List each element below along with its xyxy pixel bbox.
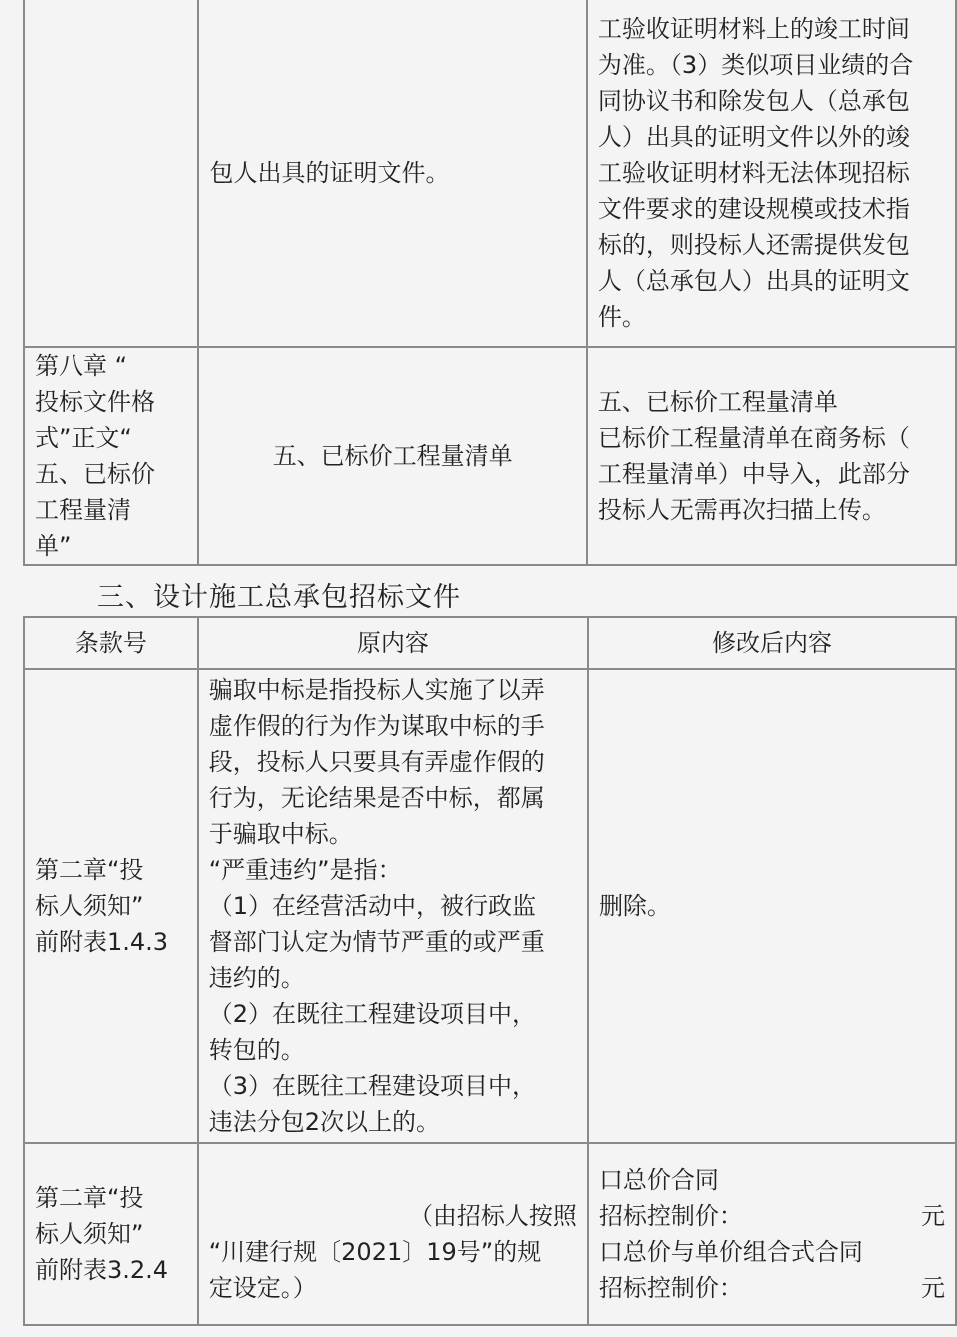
original-line: 定设定。）: [208, 1274, 317, 1302]
original-content-cell: [198, 1143, 588, 1325]
original-line: （3）在既往工程建设项目中，: [208, 1072, 536, 1100]
original-line: 违法分包2次以上的。: [208, 1108, 440, 1136]
price-unit: 元: [921, 1202, 945, 1230]
original-line: 于骗取中标。: [208, 820, 353, 848]
modified-text: 删除。: [598, 892, 671, 920]
original-line: （1）在经营活动中，被行政监: [208, 892, 536, 920]
modified-line: 件。: [597, 303, 646, 331]
modified-line: 标的，则投标人还需提供发包: [597, 231, 910, 259]
original-line: 骗取中标是指投标人实施了以弄: [208, 676, 545, 704]
modified-content-cell: [587, 347, 956, 565]
clause-line: 前附表3.2.4: [35, 1256, 169, 1284]
section-heading: 三、设计施工总承包招标文件: [97, 582, 461, 613]
table-row: [24, 347, 956, 565]
clause-line: 工程量清: [35, 496, 131, 524]
table-row: [24, 1143, 956, 1325]
modified-line: 人（总承包人）出具的证明文: [597, 267, 910, 295]
modified-line: 为准。（3）类似项目业绩的合: [597, 51, 914, 79]
clause-line: 标人须知”: [35, 892, 144, 920]
clause-line: 第二章“投: [35, 1184, 144, 1212]
clause-line: 前附表1.4.3: [35, 928, 169, 956]
original-line: 虚作假的行为作为谋取中标的手: [208, 712, 545, 740]
original-line: “川建行规〔2021〕19号”的规: [208, 1238, 542, 1266]
price-label: 招标控制价：: [598, 1274, 743, 1302]
price-row-2: [599, 1270, 945, 1306]
original-content-cell: [198, 669, 588, 1143]
contract-option-2: 口总价与单价组合式合同: [598, 1238, 863, 1266]
clause-line: 单”: [35, 532, 72, 560]
clause-cell: [24, 669, 198, 1143]
table-header-row: [24, 617, 956, 669]
table-row: [24, 0, 956, 347]
clause-line: 投标文件格: [35, 388, 155, 416]
header-modified: 修改后内容: [588, 617, 956, 669]
clause-line: 第二章“投: [35, 856, 144, 884]
modified-line: 已标价工程量清单在商务标（: [597, 424, 910, 452]
amendment-table: [23, 616, 957, 1326]
header-original: 原内容: [198, 617, 588, 669]
modified-line: 工程量清单）中导入，此部分: [597, 460, 910, 488]
modified-line: 五、已标价工程量清单: [597, 388, 838, 416]
original-text: 五、已标价工程量清单: [272, 442, 513, 470]
table-row: [24, 669, 956, 1143]
table-continued: [23, 0, 957, 566]
clause-cell: [24, 1143, 198, 1325]
modified-content-cell: [587, 0, 956, 347]
original-line: （由招标人按照: [408, 1202, 577, 1230]
clause-line: 第八章 “: [35, 352, 128, 380]
clause-cell: [24, 0, 198, 347]
header-clause: 条款号: [24, 617, 198, 669]
price-row-1: [599, 1198, 945, 1234]
original-line: 段，投标人只要具有弄虚作假的: [208, 748, 545, 776]
original-content-cell: [198, 0, 586, 347]
modified-line: 投标人无需再次扫描上传。: [597, 496, 886, 524]
original-line: （2）在既往工程建设项目中，: [208, 1000, 536, 1028]
modified-line: 工验收证明材料无法体现招标: [597, 159, 910, 187]
clause-line: 五、已标价: [35, 460, 155, 488]
original-text: 包人出具的证明文件。: [209, 159, 450, 187]
original-content-cell: [198, 347, 586, 565]
price-unit: 元: [921, 1274, 945, 1302]
modified-line: 文件要求的建设规模或技术指: [597, 195, 910, 223]
original-line: “严重违约”是指：: [208, 856, 402, 884]
price-label: 招标控制价：: [598, 1202, 743, 1230]
original-line: 转包的。: [208, 1036, 305, 1064]
modified-line: 工验收证明材料上的竣工时间: [597, 15, 910, 43]
clause-line: 式”正文“: [35, 424, 132, 452]
contract-option-1: 口总价合同: [598, 1166, 719, 1194]
modified-line: 同协议书和除发包人（总承包: [597, 87, 910, 115]
modified-content-cell: [588, 1143, 956, 1325]
original-line: 行为，无论结果是否中标，都属: [208, 784, 545, 812]
modified-content-cell: [588, 669, 956, 1143]
clause-line: 标人须知”: [35, 1220, 144, 1248]
original-line: 违约的。: [208, 964, 305, 992]
clause-cell: [24, 347, 198, 565]
modified-line: 人）出具的证明文件以外的竣: [597, 123, 910, 151]
original-line: 督部门认定为情节严重的或严重: [208, 928, 545, 956]
